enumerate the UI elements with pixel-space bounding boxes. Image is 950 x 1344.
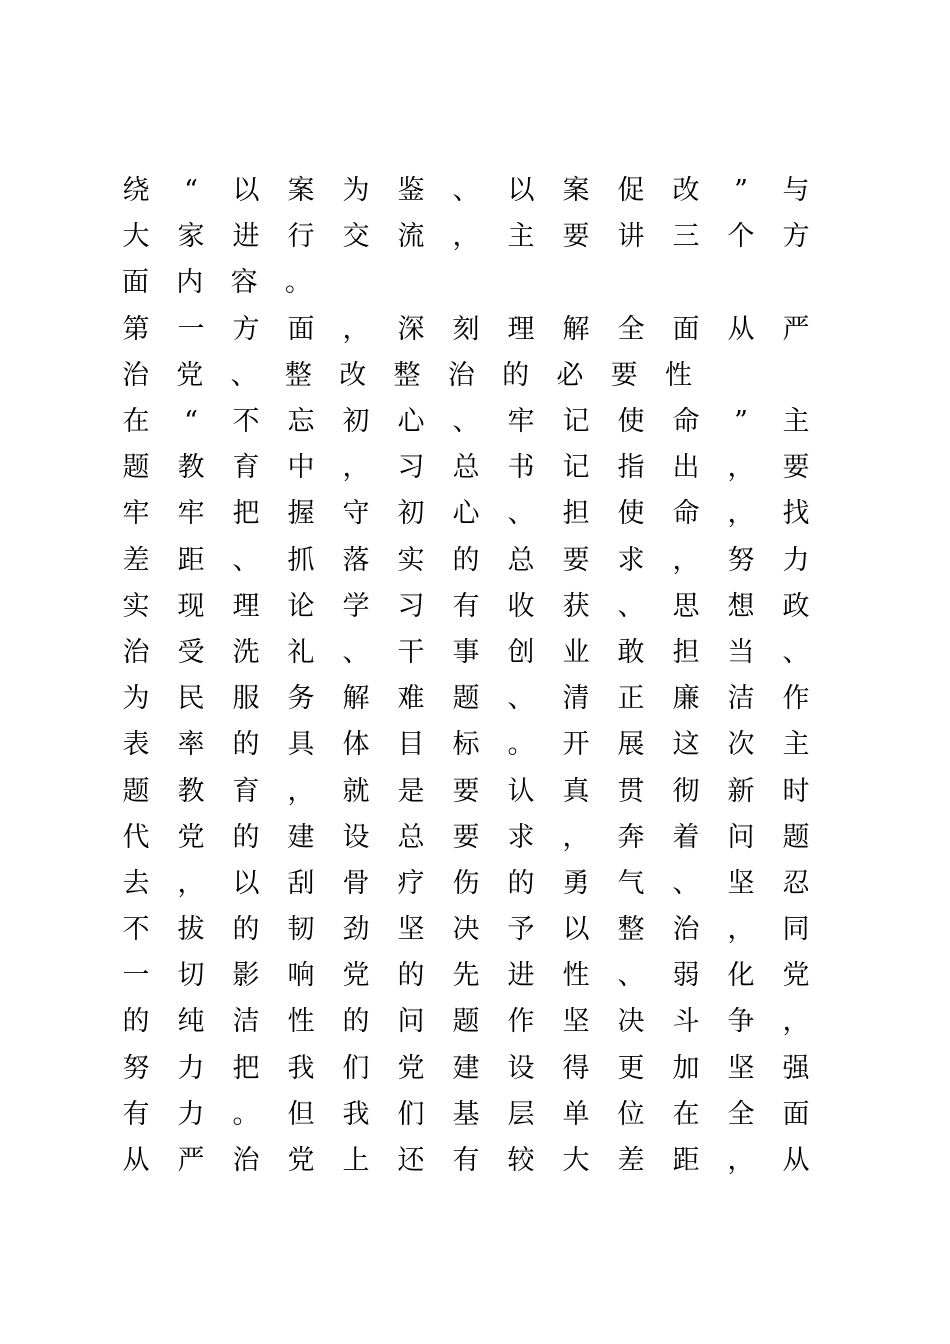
glyph: 气 bbox=[617, 867, 645, 899]
glyph: 治 bbox=[672, 914, 700, 946]
text-line bbox=[122, 445, 810, 491]
glyph: 距 bbox=[672, 1145, 700, 1177]
glyph: 出 bbox=[672, 452, 700, 484]
glyph: 改 bbox=[339, 359, 367, 391]
glyph: 弱 bbox=[672, 960, 700, 992]
glyph: 还 bbox=[397, 1145, 425, 1177]
glyph: 解 bbox=[562, 313, 590, 345]
glyph: 一 bbox=[122, 960, 150, 992]
glyph: 韧 bbox=[287, 914, 315, 946]
glyph: 整 bbox=[393, 359, 421, 391]
glyph: 单 bbox=[562, 1098, 590, 1130]
glyph: 求 bbox=[617, 544, 645, 576]
glyph: 去 bbox=[122, 867, 150, 899]
text-line bbox=[122, 538, 810, 584]
glyph: “ bbox=[184, 406, 198, 438]
glyph: 教 bbox=[177, 452, 205, 484]
glyph: 坚 bbox=[727, 1052, 755, 1084]
text-line bbox=[122, 815, 810, 861]
glyph: 先 bbox=[452, 960, 480, 992]
glyph: 治 bbox=[122, 359, 149, 391]
glyph: 展 bbox=[617, 729, 645, 761]
glyph: 书 bbox=[507, 452, 535, 484]
glyph: 层 bbox=[507, 1098, 535, 1130]
glyph: 的 bbox=[122, 1006, 150, 1038]
glyph: 大 bbox=[122, 221, 150, 253]
glyph: 总 bbox=[507, 544, 535, 576]
glyph: 三 bbox=[672, 221, 700, 253]
glyph: 。 bbox=[284, 267, 312, 299]
glyph: 要 bbox=[562, 221, 590, 253]
glyph: 干 bbox=[397, 636, 425, 668]
glyph: 的 bbox=[397, 960, 425, 992]
text-line bbox=[122, 1092, 810, 1138]
glyph: 更 bbox=[617, 1052, 645, 1084]
glyph: 指 bbox=[617, 452, 645, 484]
glyph: 难 bbox=[397, 683, 425, 715]
glyph: 大 bbox=[562, 1145, 590, 1177]
glyph: 问 bbox=[727, 821, 755, 853]
glyph: 受 bbox=[177, 636, 205, 668]
glyph: 礼 bbox=[287, 636, 315, 668]
glyph: ， bbox=[562, 821, 590, 853]
glyph: 在 bbox=[122, 406, 150, 438]
glyph: ， bbox=[782, 1006, 810, 1038]
glyph: 贯 bbox=[617, 775, 645, 807]
text-line bbox=[122, 399, 810, 445]
glyph: 、 bbox=[617, 590, 645, 622]
glyph: 刮 bbox=[287, 867, 315, 899]
glyph: 交 bbox=[342, 221, 370, 253]
glyph: 忍 bbox=[782, 867, 810, 899]
glyph: 习 bbox=[397, 452, 425, 484]
glyph: 有 bbox=[452, 1145, 480, 1177]
glyph: 家 bbox=[177, 221, 205, 253]
glyph: 题 bbox=[122, 775, 150, 807]
glyph: 初 bbox=[397, 498, 425, 530]
text-line bbox=[122, 168, 810, 214]
glyph: 全 bbox=[617, 313, 645, 345]
glyph: 题 bbox=[782, 821, 810, 853]
glyph: 在 bbox=[672, 1098, 700, 1130]
glyph: 设 bbox=[342, 821, 370, 853]
glyph: 治 bbox=[447, 359, 475, 391]
glyph: 以 bbox=[562, 914, 590, 946]
glyph: 育 bbox=[232, 452, 260, 484]
glyph: 题 bbox=[452, 1006, 480, 1038]
glyph: 初 bbox=[342, 406, 370, 438]
glyph: 决 bbox=[617, 1006, 645, 1038]
glyph: 教 bbox=[177, 775, 205, 807]
glyph: 有 bbox=[122, 1098, 150, 1130]
glyph: ， bbox=[672, 544, 700, 576]
glyph: 建 bbox=[452, 1052, 480, 1084]
glyph: 开 bbox=[562, 729, 590, 761]
glyph: 绕 bbox=[122, 175, 150, 207]
glyph: 记 bbox=[562, 406, 590, 438]
text-line bbox=[122, 260, 810, 306]
glyph: 行 bbox=[287, 221, 315, 253]
glyph: 们 bbox=[342, 1052, 370, 1084]
glyph: 改 bbox=[672, 175, 700, 207]
glyph: 握 bbox=[287, 498, 315, 530]
glyph: 认 bbox=[507, 775, 535, 807]
glyph: 党 bbox=[342, 960, 370, 992]
glyph: 面 bbox=[782, 1098, 810, 1130]
glyph: 命 bbox=[672, 498, 700, 530]
glyph: 找 bbox=[782, 498, 810, 530]
glyph: 坚 bbox=[562, 1006, 590, 1038]
glyph: ， bbox=[727, 498, 755, 530]
glyph: 民 bbox=[177, 683, 205, 715]
glyph: 学 bbox=[342, 590, 370, 622]
glyph: 、 bbox=[452, 406, 480, 438]
glyph: 较 bbox=[507, 1145, 535, 1177]
glyph: 必 bbox=[556, 359, 584, 391]
glyph: 次 bbox=[727, 729, 755, 761]
glyph: 使 bbox=[617, 406, 645, 438]
glyph: 的 bbox=[452, 544, 480, 576]
glyph: 现 bbox=[177, 590, 205, 622]
glyph: 主 bbox=[782, 406, 810, 438]
glyph: 治 bbox=[122, 636, 150, 668]
glyph: 心 bbox=[397, 406, 425, 438]
glyph: 时 bbox=[782, 775, 810, 807]
glyph: 加 bbox=[672, 1052, 700, 1084]
glyph: 上 bbox=[342, 1145, 370, 1177]
glyph: 体 bbox=[342, 729, 370, 761]
glyph: 作 bbox=[507, 1006, 535, 1038]
glyph: 与 bbox=[782, 175, 810, 207]
glyph: 严 bbox=[177, 1145, 205, 1177]
glyph: 差 bbox=[617, 1145, 645, 1177]
glyph: 进 bbox=[232, 221, 260, 253]
glyph: 争 bbox=[727, 1006, 755, 1038]
glyph: 刻 bbox=[452, 313, 480, 345]
glyph: 求 bbox=[507, 821, 535, 853]
glyph: 、 bbox=[782, 636, 810, 668]
glyph: 力 bbox=[177, 1098, 205, 1130]
glyph: 就 bbox=[342, 775, 370, 807]
glyph: 响 bbox=[287, 960, 315, 992]
glyph: 着 bbox=[672, 821, 700, 853]
glyph: 当 bbox=[727, 636, 755, 668]
glyph: 党 bbox=[287, 1145, 315, 1177]
text-line bbox=[122, 676, 810, 722]
glyph: ， bbox=[727, 452, 755, 484]
text-line bbox=[122, 907, 810, 953]
glyph: 抓 bbox=[287, 544, 315, 576]
glyph: 总 bbox=[397, 821, 425, 853]
glyph: 习 bbox=[397, 590, 425, 622]
glyph: 全 bbox=[727, 1098, 755, 1130]
glyph: 育 bbox=[232, 775, 260, 807]
glyph: ， bbox=[342, 452, 370, 484]
glyph: 伤 bbox=[452, 867, 480, 899]
glyph: 以 bbox=[232, 175, 260, 207]
glyph: 党 bbox=[397, 1052, 425, 1084]
glyph: 创 bbox=[507, 636, 535, 668]
glyph: 、 bbox=[452, 175, 480, 207]
text-line bbox=[122, 953, 810, 999]
glyph: 收 bbox=[507, 590, 535, 622]
glyph: 位 bbox=[617, 1098, 645, 1130]
glyph: 清 bbox=[562, 683, 590, 715]
text-line bbox=[122, 630, 810, 676]
glyph: 的 bbox=[232, 729, 260, 761]
glyph: 牢 bbox=[177, 498, 205, 530]
glyph: 记 bbox=[562, 452, 590, 484]
glyph: 我 bbox=[342, 1098, 370, 1130]
glyph: 整 bbox=[284, 359, 312, 391]
glyph: 、 bbox=[507, 498, 535, 530]
glyph: 理 bbox=[232, 590, 260, 622]
glyph: 论 bbox=[287, 590, 315, 622]
glyph: 力 bbox=[782, 544, 810, 576]
glyph: 不 bbox=[122, 914, 150, 946]
glyph: 忘 bbox=[287, 406, 315, 438]
glyph: 纯 bbox=[177, 1006, 205, 1038]
glyph: 想 bbox=[727, 590, 755, 622]
glyph: 坚 bbox=[397, 914, 425, 946]
glyph: 性 bbox=[664, 359, 692, 391]
glyph: 方 bbox=[782, 221, 810, 253]
glyph: 目 bbox=[397, 729, 425, 761]
glyph: 政 bbox=[782, 590, 810, 622]
section-heading bbox=[122, 353, 810, 399]
glyph: 使 bbox=[617, 498, 645, 530]
glyph: 案 bbox=[287, 175, 315, 207]
glyph: 。 bbox=[507, 729, 535, 761]
glyph: 作 bbox=[782, 683, 810, 715]
glyph: 问 bbox=[397, 1006, 425, 1038]
glyph: 强 bbox=[782, 1052, 810, 1084]
glyph: 业 bbox=[562, 636, 590, 668]
glyph: 守 bbox=[342, 498, 370, 530]
text-line bbox=[122, 1046, 810, 1092]
glyph: 要 bbox=[562, 544, 590, 576]
glyph: 容 bbox=[230, 267, 258, 299]
glyph: 代 bbox=[122, 821, 150, 853]
glyph: 奔 bbox=[617, 821, 645, 853]
glyph: 表 bbox=[122, 729, 150, 761]
glyph: 获 bbox=[562, 590, 590, 622]
glyph: 设 bbox=[507, 1052, 535, 1084]
glyph: 、 bbox=[507, 683, 535, 715]
glyph: 敢 bbox=[617, 636, 645, 668]
glyph: 个 bbox=[727, 221, 755, 253]
glyph: 牢 bbox=[122, 498, 150, 530]
glyph: ， bbox=[177, 867, 205, 899]
glyph: 解 bbox=[342, 683, 370, 715]
glyph: 差 bbox=[122, 544, 150, 576]
glyph: 洁 bbox=[727, 683, 755, 715]
glyph: 一 bbox=[177, 313, 205, 345]
glyph: 、 bbox=[230, 359, 258, 391]
text-line bbox=[122, 1138, 810, 1184]
glyph: 正 bbox=[617, 683, 645, 715]
glyph: ， bbox=[727, 1145, 755, 1177]
glyph: ， bbox=[287, 775, 315, 807]
glyph: 面 bbox=[122, 267, 149, 299]
glyph: 性 bbox=[287, 1006, 315, 1038]
glyph: 面 bbox=[287, 313, 315, 345]
glyph: 党 bbox=[177, 821, 205, 853]
glyph: 我 bbox=[287, 1052, 315, 1084]
glyph: 。 bbox=[232, 1098, 260, 1130]
text-line bbox=[122, 861, 810, 907]
glyph: 思 bbox=[672, 590, 700, 622]
glyph: 服 bbox=[232, 683, 260, 715]
glyph: 促 bbox=[617, 175, 645, 207]
glyph: 斗 bbox=[672, 1006, 700, 1038]
glyph: 事 bbox=[452, 636, 480, 668]
glyph: 不 bbox=[232, 406, 260, 438]
glyph: 基 bbox=[452, 1098, 480, 1130]
glyph: 进 bbox=[507, 960, 535, 992]
glyph: 坚 bbox=[727, 867, 755, 899]
glyph: 实 bbox=[397, 544, 425, 576]
glyph: 严 bbox=[782, 313, 810, 345]
glyph: 影 bbox=[232, 960, 260, 992]
section-heading bbox=[122, 307, 810, 353]
glyph: 第 bbox=[122, 313, 150, 345]
glyph: 洁 bbox=[232, 1006, 260, 1038]
glyph: 彻 bbox=[672, 775, 700, 807]
glyph: 努 bbox=[727, 544, 755, 576]
glyph: 得 bbox=[562, 1052, 590, 1084]
glyph: 的 bbox=[232, 821, 260, 853]
text-line bbox=[122, 491, 810, 537]
glyph: 以 bbox=[507, 175, 535, 207]
glyph: 实 bbox=[122, 590, 150, 622]
glyph: 率 bbox=[177, 729, 205, 761]
glyph: 党 bbox=[176, 359, 204, 391]
glyph: 拔 bbox=[177, 914, 205, 946]
glyph: 整 bbox=[617, 914, 645, 946]
glyph: 鉴 bbox=[397, 175, 425, 207]
glyph: 距 bbox=[177, 544, 205, 576]
glyph: 要 bbox=[452, 775, 480, 807]
glyph: 的 bbox=[342, 1006, 370, 1038]
glyph: 、 bbox=[342, 636, 370, 668]
glyph: 题 bbox=[122, 452, 150, 484]
glyph: 决 bbox=[452, 914, 480, 946]
glyph: ” bbox=[734, 406, 748, 438]
glyph: 们 bbox=[397, 1098, 425, 1130]
glyph: 为 bbox=[122, 683, 150, 715]
glyph: 力 bbox=[177, 1052, 205, 1084]
glyph: 廉 bbox=[672, 683, 700, 715]
glyph: ” bbox=[734, 175, 748, 207]
body-text bbox=[122, 168, 810, 1184]
glyph: 有 bbox=[452, 590, 480, 622]
glyph: 切 bbox=[177, 960, 205, 992]
glyph: 以 bbox=[232, 867, 260, 899]
glyph: 是 bbox=[397, 775, 425, 807]
glyph: 洗 bbox=[232, 636, 260, 668]
glyph: 流 bbox=[397, 221, 425, 253]
glyph: 把 bbox=[232, 1052, 260, 1084]
glyph: 疗 bbox=[397, 867, 425, 899]
glyph: 的 bbox=[507, 867, 535, 899]
glyph: 为 bbox=[342, 175, 370, 207]
glyph: 这 bbox=[672, 729, 700, 761]
glyph: 内 bbox=[176, 267, 204, 299]
glyph: 建 bbox=[287, 821, 315, 853]
glyph: 牢 bbox=[507, 406, 535, 438]
glyph: 主 bbox=[782, 729, 810, 761]
glyph: 性 bbox=[562, 960, 590, 992]
glyph: 同 bbox=[782, 914, 810, 946]
glyph: 的 bbox=[232, 914, 260, 946]
glyph: 务 bbox=[287, 683, 315, 715]
glyph: 深 bbox=[397, 313, 425, 345]
glyph: 、 bbox=[232, 544, 260, 576]
glyph: 案 bbox=[562, 175, 590, 207]
glyph: 主 bbox=[507, 221, 535, 253]
text-line bbox=[122, 584, 810, 630]
glyph: 但 bbox=[287, 1098, 315, 1130]
glyph: 的 bbox=[502, 359, 530, 391]
glyph: 把 bbox=[232, 498, 260, 530]
text-line bbox=[122, 214, 810, 260]
glyph: 中 bbox=[287, 452, 315, 484]
glyph: 落 bbox=[342, 544, 370, 576]
glyph: 理 bbox=[507, 313, 535, 345]
glyph: 从 bbox=[782, 1145, 810, 1177]
glyph: 心 bbox=[452, 498, 480, 530]
glyph: 从 bbox=[122, 1145, 150, 1177]
glyph: 具 bbox=[287, 729, 315, 761]
glyph: 要 bbox=[610, 359, 638, 391]
glyph: 讲 bbox=[617, 221, 645, 253]
glyph: 党 bbox=[782, 960, 810, 992]
glyph: 、 bbox=[672, 867, 700, 899]
glyph: 从 bbox=[727, 313, 755, 345]
glyph: 、 bbox=[617, 960, 645, 992]
glyph: 治 bbox=[232, 1145, 260, 1177]
glyph: 标 bbox=[452, 729, 480, 761]
glyph: ， bbox=[452, 221, 480, 253]
glyph: “ bbox=[184, 175, 198, 207]
glyph: 总 bbox=[452, 452, 480, 484]
glyph: 方 bbox=[232, 313, 260, 345]
glyph: 命 bbox=[672, 406, 700, 438]
glyph: 劲 bbox=[342, 914, 370, 946]
text-line bbox=[122, 999, 810, 1045]
glyph: 新 bbox=[727, 775, 755, 807]
glyph: ， bbox=[342, 313, 370, 345]
glyph: 题 bbox=[452, 683, 480, 715]
text-line bbox=[122, 768, 810, 814]
glyph: 担 bbox=[672, 636, 700, 668]
glyph: 担 bbox=[562, 498, 590, 530]
glyph: 予 bbox=[507, 914, 535, 946]
glyph: 勇 bbox=[562, 867, 590, 899]
glyph: 面 bbox=[672, 313, 700, 345]
glyph: 真 bbox=[562, 775, 590, 807]
glyph: ， bbox=[727, 914, 755, 946]
glyph: 化 bbox=[727, 960, 755, 992]
glyph: 努 bbox=[122, 1052, 150, 1084]
glyph: 骨 bbox=[342, 867, 370, 899]
text-line bbox=[122, 722, 810, 768]
glyph: 要 bbox=[782, 452, 810, 484]
glyph: 要 bbox=[452, 821, 480, 853]
